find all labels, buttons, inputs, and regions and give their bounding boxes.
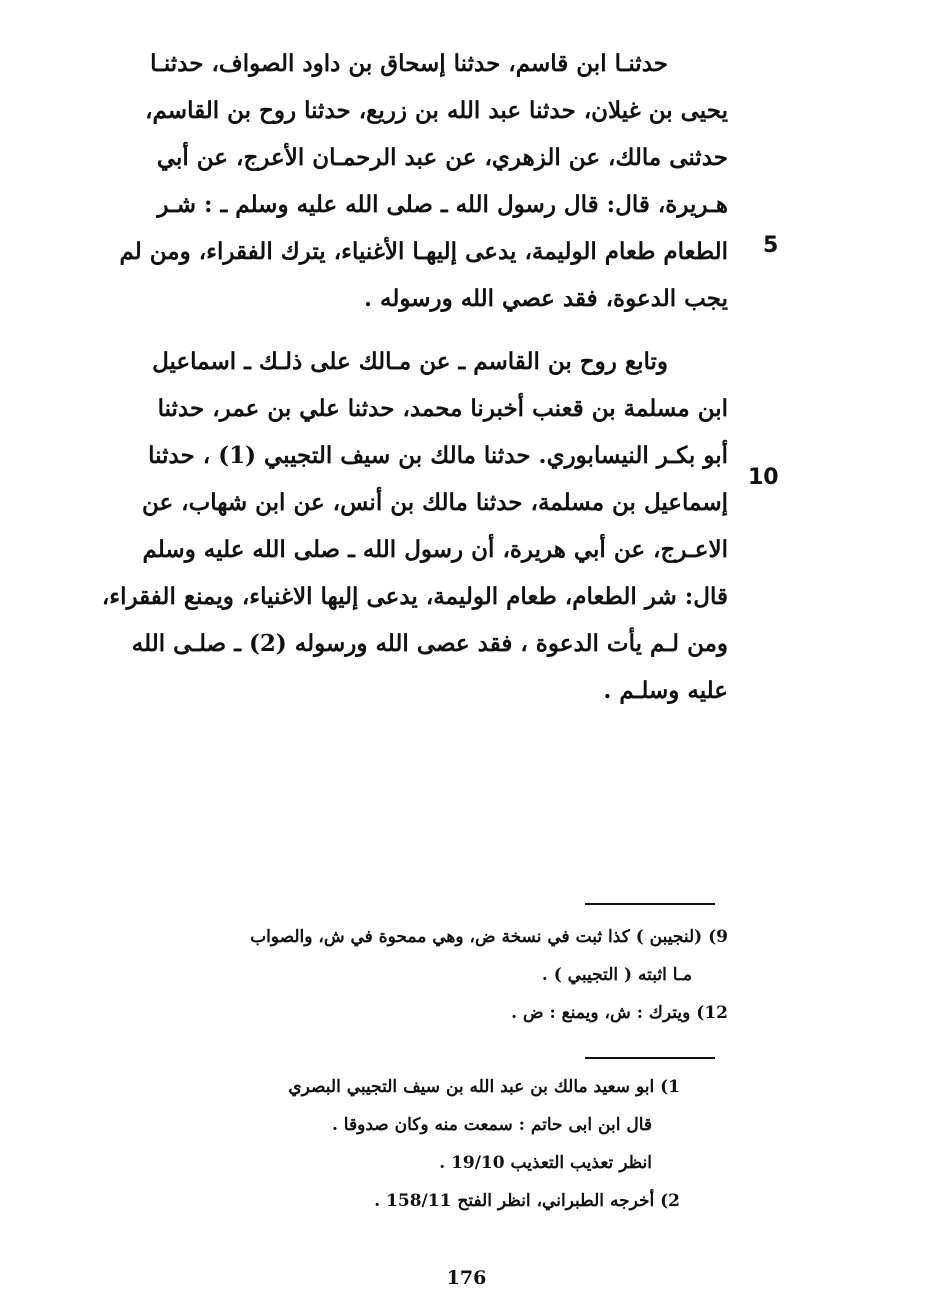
footnote-line: قال ابن ابى حاتم : سمعت منه وكان صدوقا . (331, 1115, 652, 1135)
text-line: إسماعيل بن مسلمة، حدثنا مالك بن أنس، عن ابن شهاب، عن (141, 489, 728, 516)
footnote-line: 2) أخرجه الطبراني، انظر الفتح 158/11 . (374, 1191, 680, 1211)
text-line: حدثنى مالك، عن الزهري، عن عبد الرحمـان الأعرج، عن أبي (156, 144, 728, 171)
note-line: 12) ويترك : ش، ويمنع : ض . (511, 1003, 728, 1023)
text-line: ابن مسلمة بن قعنب أخبرنا محمد، حدثنا علي بن عمر، حدثنا (157, 395, 728, 422)
paragraph (80, 40, 728, 322)
text-line: الطعام طعام الوليمة، يدعى إليهـا الأغنياء، يترك الفقراء، ومن لم (119, 238, 728, 265)
text-line: أبو بكـر النيسابوري. حدثنا مالك بن سيف التجيبي (1) ، حدثنا (148, 442, 728, 469)
line-number-5: 5 (763, 233, 779, 258)
note-line: مـا اثبته ( التجيبي ) . (541, 965, 692, 985)
page-number: 176 (446, 1267, 487, 1289)
main-text (80, 40, 728, 714)
text-line: يجب الدعوة، فقد عصي الله ورسوله . (363, 285, 728, 312)
text-line: يحيى بن غيلان، حدثنا عبد الله بن زريع، حدثنا روح بن القاسم، (145, 97, 728, 124)
line-number-10: 10 (748, 465, 779, 490)
text-line: حدثنـا ابن قاسم، حدثنا إسحاق بن داود الصواف، حدثنـا (150, 50, 668, 77)
text-line: هـريرة، قال: قال رسول الله ـ صلى الله عليه وسلم ـ : شـر (157, 191, 728, 218)
footnotes-divider (585, 1057, 715, 1059)
text-line: الاعـرج، عن أبي هريرة، أن رسول الله ـ صلى الله عليه وسلم (142, 536, 728, 563)
paragraph (80, 338, 728, 714)
apparatus-notes (80, 918, 728, 1032)
text-line: عليه وسلـم . (603, 677, 728, 704)
text-line: ومن لـم يأت الدعوة ، فقد عصى الله ورسوله (2) ـ صلـى الله (131, 630, 728, 657)
text-line: وتابع روح بن القاسم ـ عن مـالك على ذلـك ـ اسماعيل (152, 348, 668, 375)
footnote-line: 1) ابو سعيد مالك بن عبد الله بن سيف التجيبي البصري (288, 1077, 680, 1097)
note-line: 9) (لنجيبن ) كذا ثبت في نسخة ض، وهي ممحوة في ش، والصواب (250, 927, 728, 947)
footnotes (150, 1068, 680, 1220)
text-line: قال: شر الطعام، طعام الوليمة، يدعى إليها الاغنياء، ويمنع الفقراء، (101, 583, 728, 610)
notes-divider (585, 903, 715, 905)
footnote-line: انظر تعذيب التعذيب 19/10 . (439, 1153, 652, 1173)
